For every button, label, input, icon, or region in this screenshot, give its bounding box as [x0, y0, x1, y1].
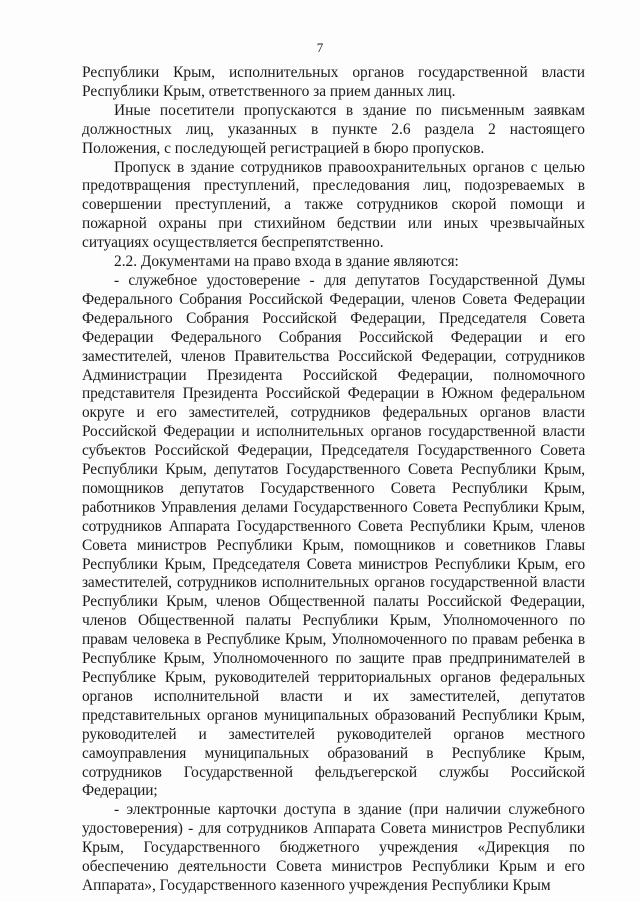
paragraph-section-2-2-heading: 2.2. Документами на право входа в здание являются:: [114, 253, 459, 271]
document-body: [82, 64, 585, 896]
page-number: 7: [316, 40, 324, 55]
paragraph-law-enforcement: Пропуск в здание сотрудников правоохранительных органов с целью предотвращения преступлений, преследования лиц, подозреваемых в совершении преступлений, а также сотрудников скорой помощи и пожарной охраны при стихийном бедствии или иных чрезвычайных ситуациях осуществляется беспрепятственно.: [82, 158, 585, 252]
paragraph-other-visitors: Иные посетители пропускаются в здание по письменным заявкам должностных лиц, указанных в пункте 2.6 раздела 2 настоящего Положения, с последующей регистрацией в бюро пропусков.: [82, 101, 585, 157]
paragraph-continuation: Республики Крым, исполнительных органов государственной власти Республики Крым, ответственного за прием данных лиц.: [82, 64, 585, 100]
paragraph-electronic-cards: - электронные карточки доступа в здание (при наличии служебного удостоверения) - для сотрудников Аппарата Совета министров Республики Крым, Государственного бюджетного учреждения «Дирекция по обеспечению деятельности Совета министров Республики Крым и его Аппарата», Государственного казенного учреждения Республики Крым: [82, 801, 585, 894]
paragraph-service-id-list: - служебное удостоверение - для депутатов Государственной Думы Федерального Собрания Российской Федерации, членов Совета Федерации Федерального Собрания Российской Федерации, Председателя Совета Федерации Федерального Собрания Российской Федерации и его заместителей, членов Правительства Российской Федерации, сотрудников Администрации Президента Российской Федерации, полномочного представителя Президента Российской Федерации в Южном федеральном округе и его заместителей, сотрудников федеральных органов власти Российской Федерации и исполнительных органов государственной власти субъектов Российской Федерации, Председателя Государственного Совета Республики Крым, депутатов Государственного Совета Республики Крым, помощников депутатов Государственного Совета Республики Крым, работников Управления делами Государственного Совета Республики Крым, сотрудников Аппарата Государственного Совета Республики Крым, членов Совета министров Республики Крым, помощников и советников Главы Республики Крым, Председателя Совета министров Республики Крым, его заместителей, сотрудников исполнительных органов государственной власти Республики Крым, членов Общественной палаты Российской Федерации, членов Общественной палаты Республики Крым, Уполномоченного по правам человека в Республике Крым, Уполномоченного по правам ребенка в Республике Крым, Уполномоченного по защите прав предпринимателей в Республике Крым, руководителей территориальных органов федеральных органов исполнительной власти и их заместителей, депутатов представительных органов муниципальных образований Республики Крым, руководителей и заместителей руководителей органов местного самоуправления муниципальных образований в Республике Крым, сотрудников Государственной фельдъегерской службы Российской Федерации;: [82, 271, 585, 800]
